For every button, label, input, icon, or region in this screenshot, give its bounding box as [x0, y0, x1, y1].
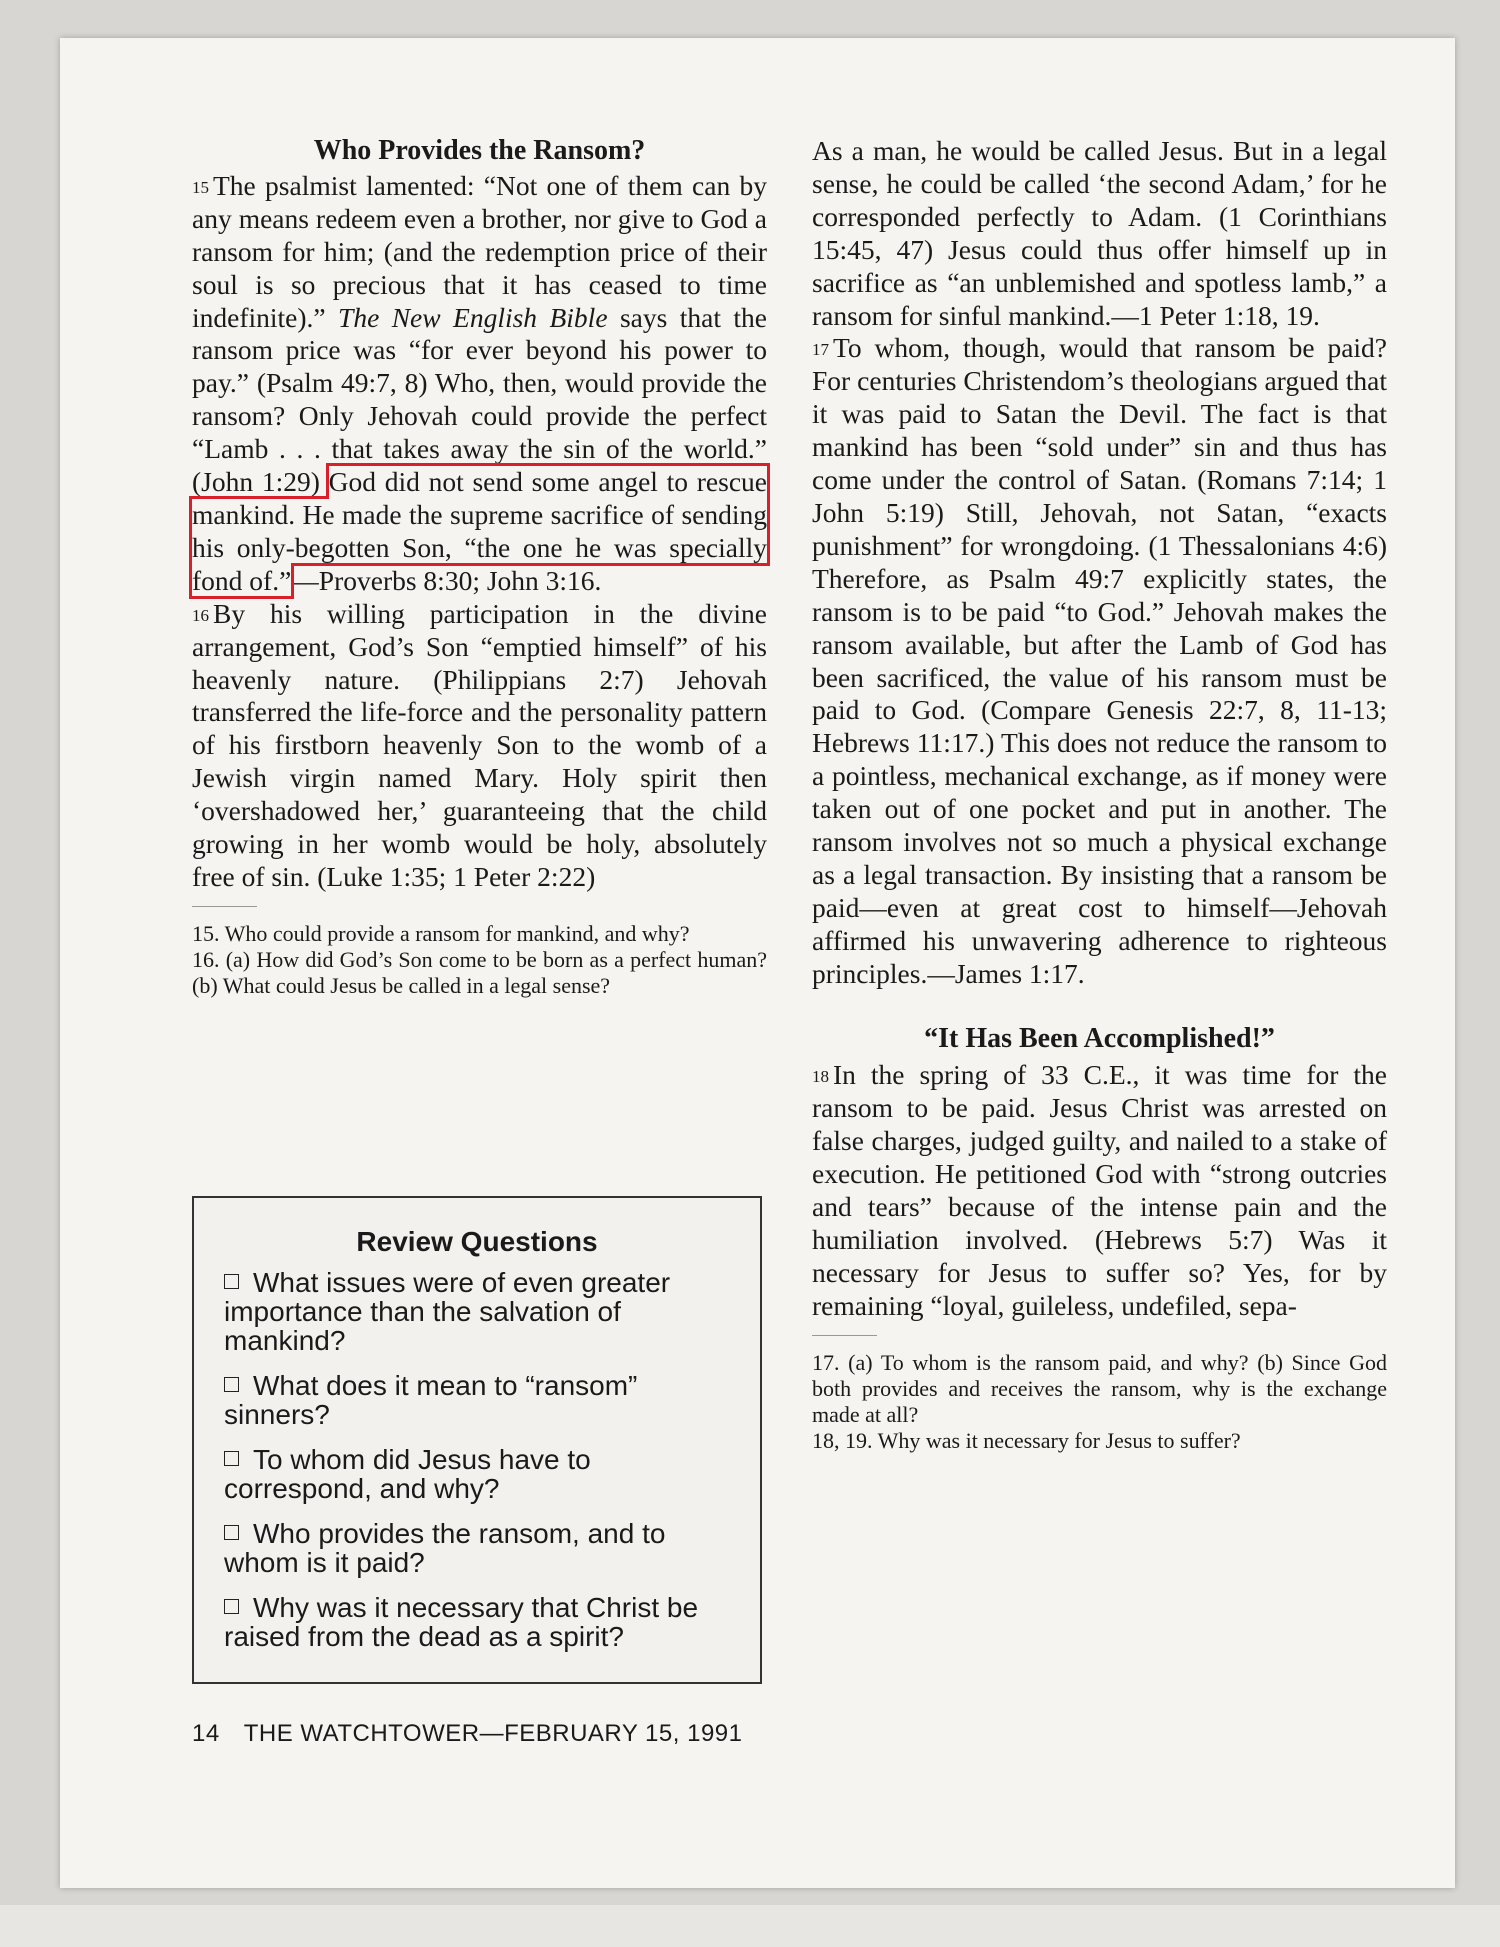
paragraph-16-continued: As a man, he would be called Jesus. But in a legal sense, he could be called ‘the second Adam,’ for he corresponded perfectly to Adam. (1 Corinthians 15:45, 47) Jesus could thus offer himself up in sacrifice as “an unblemished and spotless lamb,” a ransom for sinful mankind.—1 Peter 1:18, 19. — [812, 135, 1387, 331]
study-questions — [812, 1350, 1387, 1454]
footnote-divider — [812, 1335, 877, 1336]
paragraph-text: In the spring of 33 C.E., it was time for the ransom to be paid. Jesus Christ was arrested on false charges, judged guilty, and nailed to a stake of execution. He petitioned God with “strong outcries and tears” because of the intense pain and the humiliation involved. (Hebrews 5:7) Was it necessary for Jesus to suffer so? Yes, for by remaining “loyal, guileless, undefiled, sepa- — [812, 1059, 1387, 1321]
checkbox-square-icon — [224, 1377, 239, 1392]
paragraph-text: The psalmist lamented: “Not one of them can by any means redeem even a brother, nor give to God a ransom for him; (and the redemption price of their soul is so precious that it has ceased to time indefinite).” — [192, 169, 767, 333]
question-15: 15. Who could provide a ransom for mankind, and why? — [192, 920, 690, 946]
review-item: To whom did Jesus have to correspond, and why? — [224, 1444, 591, 1504]
review-item: What issues were of even greater importance than the salvation of mankind? — [224, 1267, 671, 1356]
review-item: Why was it necessary that Christ be raised from the dead as a spirit? — [224, 1592, 699, 1652]
review-list — [224, 1268, 734, 1651]
checkbox-square-icon — [224, 1599, 239, 1614]
paragraph-number: 18 — [812, 1067, 829, 1087]
scan-bottom-band — [0, 1905, 1500, 1947]
section-heading: Who Provides the Ransom? — [313, 135, 646, 166]
paragraph-number: 16 — [192, 605, 209, 625]
highlighted-passage: God did not send some angel to rescue mankind. He made the supreme sacrifice of sending his only-begotten Son, “the one he was specially fond of.” — [192, 466, 767, 596]
review-title: Review Questions — [356, 1226, 598, 1257]
checkbox-square-icon — [224, 1274, 239, 1289]
review-item: Who provides the ransom, and to whom is it paid? — [224, 1518, 666, 1578]
question-17: 17. (a) To whom is the ransom paid, and why? (b) Since God both provides and receives the ransom, why is the exchange made at all? — [812, 1349, 1387, 1427]
paragraph-text: By his willing participation in the divine arrangement, God’s Son “emptied himself” of his heavenly nature. (Philippians 2:7) Jehovah transferred the life-force and the personality pattern of his firstborn heavenly Son to the womb of a Jewish virgin named Mary. Holy spirit then ‘overshadowed her,’ guaranteeing that the child growing in her womb would be holy, absolutely free of sin. (Luke 1:35; 1 Peter 2:22) — [192, 597, 767, 892]
paragraph-text: To whom, though, would that ransom be paid? For centuries Christendom’s theologians argued that it was paid to Satan the Devil. The fact is that mankind has been “sold under” sin and thus has come under the control of Satan. (Romans 7:14; 1 John 5:19) Still, Jehovah, not Satan, “exacts punishment” for wrongdoing. (1 Thessalonians 4:6) Therefore, as Psalm 49:7 explicitly states, the ransom is to be paid “to God.” Jehovah makes the ransom available, but after the Lamb of God has been sacrificed, the value of his ransom must be paid to God. (Compare Genesis 22:7, 8, 11-13; Hebrews 11:17.) This does not reduce the ransom to a pointless, mechanical exchange, as if money were taken out of one pocket and put in another. The ransom involves not so much a physical exchange as a legal transaction. By insisting that a ransom be paid—even at great cost to himself—Jehovah affirmed his unwavering adherence to righteous principles.—James 1:17. — [812, 332, 1387, 989]
publication-line: THE WATCHTOWER—FEBRUARY 15, 1991 — [243, 1720, 743, 1747]
question-16: 16. (a) How did God’s Son come to be born as a perfect human? (b) What could Jesus be called in a legal sense? — [192, 946, 767, 998]
review-questions-box — [192, 1196, 762, 1684]
checkbox-square-icon — [224, 1451, 239, 1466]
scripture-citation: —Proverbs 8:30; John 3:16. — [291, 564, 602, 596]
page-footer — [192, 1720, 742, 1748]
paragraph-number: 17 — [812, 340, 829, 360]
bible-title: The New English Bible — [338, 301, 608, 333]
paragraph-18 — [812, 1059, 1387, 1322]
section-subheading: “It Has Been Accomplished!” — [924, 1022, 1275, 1054]
question-18-19: 18, 19. Why was it necessary for Jesus to suffer? — [812, 1427, 1241, 1453]
review-item: What does it mean to “ransom” sinners? — [224, 1370, 638, 1430]
paragraph-17 — [812, 332, 1387, 990]
paragraph-16 — [192, 598, 767, 894]
right-column — [812, 135, 1387, 1454]
paragraph-15 — [192, 170, 767, 598]
left-column — [192, 135, 767, 999]
study-questions — [192, 921, 767, 999]
checkbox-square-icon — [224, 1525, 239, 1540]
paragraph-text: says that the ransom price was “for ever beyond his power to pay.” (Psalm 49:7, 8) Who, then, would provide the ransom? Only Jehovah could provide the perfect “Lamb . . . that takes away the sin of the world.” (John 1:29) — [192, 301, 767, 498]
paragraph-number: 15 — [192, 177, 209, 197]
page-number: 14 — [192, 1720, 220, 1747]
footnote-divider — [192, 906, 257, 907]
